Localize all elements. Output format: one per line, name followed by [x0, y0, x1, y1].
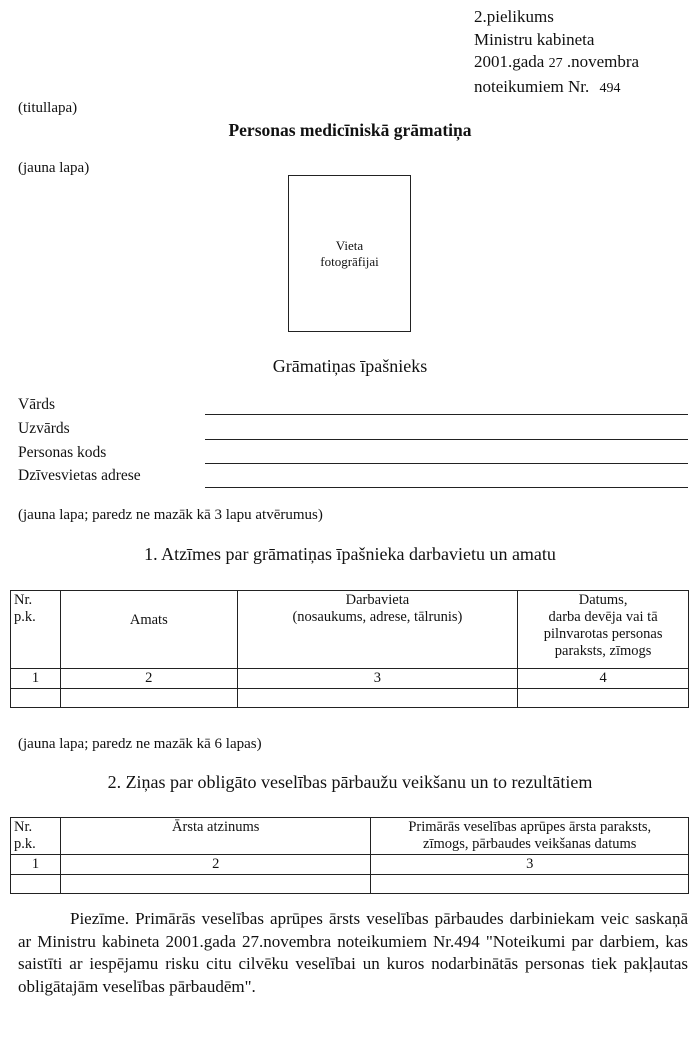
new-page-note-2: (jauna lapa; paredz ne mazāk kā 3 lapu atvērumus): [18, 507, 323, 523]
header-employer: darba devēja vai tā: [548, 609, 658, 625]
header-stamp-date: zīmogs, pārbaudes veikšanas datums: [423, 836, 637, 852]
header-nr: Nr.: [14, 819, 33, 835]
header-cell-number: [11, 591, 61, 669]
field-label-name: Vārds: [18, 396, 56, 413]
column-number: 4: [518, 669, 689, 689]
empty-cell[interactable]: [371, 875, 689, 894]
header-nr: Nr.: [14, 592, 33, 608]
annex-header: [474, 6, 639, 100]
health-check-table: [10, 817, 689, 894]
section-1-title: 1. Atzīmes par grāmatiņas īpašnieka darbavietu un amatu: [144, 544, 556, 564]
field-line-name[interactable]: [205, 414, 688, 415]
photo-placeholder: [288, 175, 411, 332]
header-signature-stamp: paraksts, zīmogs: [554, 643, 652, 659]
column-number: 1: [11, 855, 61, 875]
empty-cell[interactable]: [11, 689, 61, 708]
annex-month: .novembra: [566, 52, 640, 71]
header-cell-number: [11, 818, 61, 855]
field-line-surname[interactable]: [205, 439, 688, 440]
empty-cell[interactable]: [60, 875, 371, 894]
new-page-note: (jauna lapa): [18, 160, 90, 176]
field-line-personal-code[interactable]: [205, 463, 688, 464]
field-label-personal-code: Personas kods: [18, 444, 107, 461]
annex-line-2: Ministru kabineta: [474, 29, 595, 49]
table-number-row: [11, 855, 689, 875]
photo-label-line-1: Vieta: [335, 237, 364, 253]
footnote-text: Piezīme. Primārās veselības aprūpes ārsts veselības pārbaudes darbiniekam veic saskaņā ar Ministru kabineta 2001.gada 27.novembra noteikumiem Nr.494 "Noteikumi par darbiem, kas saistīti ar iespējamu risku citu cilvēku veselībai un kuros nodarbinātās personas tiek pakļautas obligātajām veselības pārbaudēm".: [18, 909, 688, 996]
empty-cell[interactable]: [60, 689, 237, 708]
header-pk: p.k.: [14, 609, 36, 625]
table-empty-row[interactable]: [11, 875, 689, 894]
section-2-title: 2. Ziņas par obligāto veselības pārbaužu veikšanu un to rezultātiem: [107, 772, 593, 792]
photo-label-line-2: fotogrāfijai: [320, 253, 379, 269]
new-page-note-3: (jauna lapa; paredz ne mazāk kā 6 lapas): [18, 736, 262, 752]
empty-cell[interactable]: [237, 689, 518, 708]
table-number-row: [11, 669, 689, 689]
header-cell-doctor-signature: [371, 818, 689, 855]
titlepage-note: (titullapa): [18, 100, 78, 116]
header-authorized: pilnvarotas personas: [543, 626, 663, 642]
header-workplace: Darbavieta: [345, 592, 410, 608]
header-cell-position: Amats: [60, 591, 237, 669]
header-pk: p.k.: [14, 836, 36, 852]
empty-cell[interactable]: [518, 689, 689, 708]
annex-regulation: noteikumiem Nr.: [474, 76, 590, 96]
table-empty-row[interactable]: [11, 689, 689, 708]
annex-line-4: [474, 76, 639, 101]
column-number: 1: [11, 669, 61, 689]
header-cell-workplace: [237, 591, 518, 669]
field-label-address: Dzīvesvietas adrese: [18, 467, 141, 484]
table-header-row: [11, 818, 689, 855]
annex-day: 27: [548, 56, 563, 71]
header-date: Datums,: [578, 592, 628, 608]
annex-number: 494: [599, 80, 621, 96]
table-header-row: [11, 591, 689, 669]
column-number: 3: [237, 669, 518, 689]
field-label-surname: Uzvārds: [18, 420, 70, 437]
document-title: Personas medicīniskā grāmatiņa: [228, 120, 472, 140]
employment-table: [10, 590, 689, 708]
column-number: 2: [60, 855, 371, 875]
header-workplace-details: (nosaukums, adrese, tālrunis): [292, 609, 463, 625]
header-cell-doctor-opinion: Ārsta atzinums: [60, 818, 371, 855]
column-number: 2: [60, 669, 237, 689]
empty-cell[interactable]: [11, 875, 61, 894]
annex-year: 2001.gada: [474, 52, 545, 71]
footnote: [18, 908, 688, 998]
annex-line-1: 2.pielikums: [474, 7, 554, 26]
annex-line-3: [474, 51, 639, 76]
field-line-address[interactable]: [205, 487, 688, 488]
header-cell-date-signature: [518, 591, 689, 669]
column-number: 3: [371, 855, 689, 875]
header-doctor-signature: Primārās veselības aprūpes ārsta paraksts,: [408, 819, 652, 835]
owner-section-title: Grāmatiņas īpašnieks: [272, 356, 428, 376]
